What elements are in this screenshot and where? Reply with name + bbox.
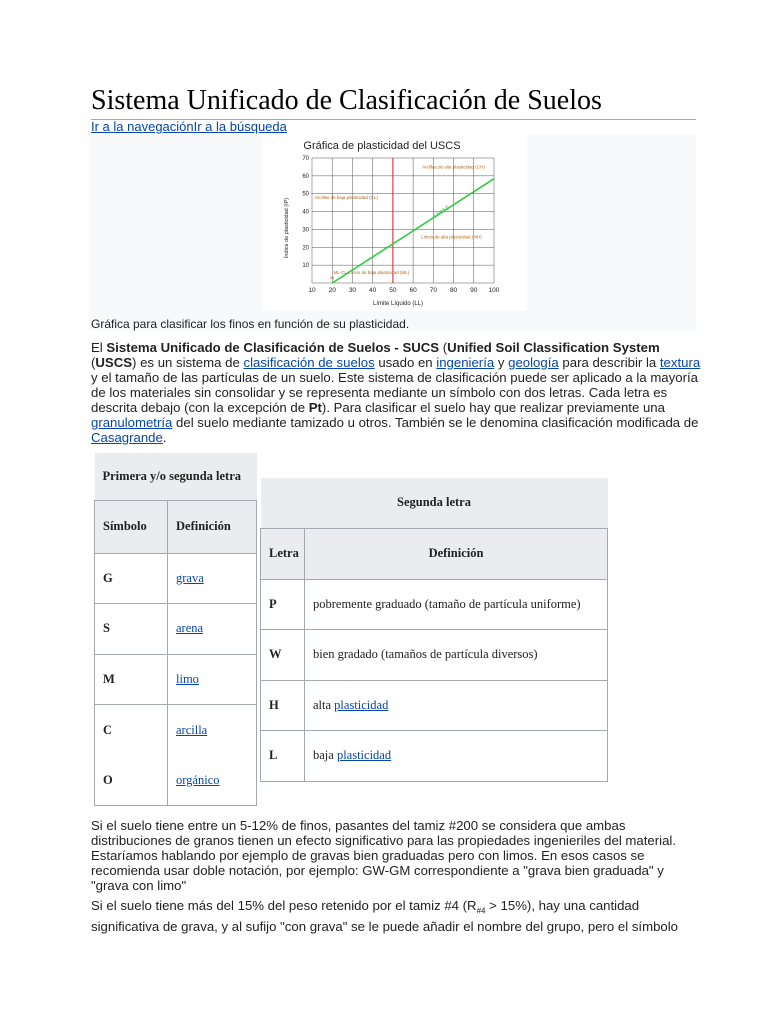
table-row: M limo (95, 654, 257, 704)
region-label: Arcillas de alta plasticidad (CH) (422, 164, 485, 170)
x-axis-label: Límite Líquido (LL) (372, 301, 424, 307)
y-ticks (302, 156, 309, 269)
table1-title: Primera y/o segunda letra (95, 453, 257, 500)
x-tick-label: 80 (449, 287, 458, 294)
table2-title: Segunda letra (261, 478, 608, 528)
chart-grid (312, 158, 494, 283)
link-clasificacion[interactable]: clasificación de suelos (243, 355, 375, 370)
link-grava[interactable]: grava (176, 570, 204, 585)
table-row: G grava (95, 553, 257, 603)
link-geologia[interactable]: geología (508, 355, 559, 370)
table-row: S arena (95, 603, 257, 654)
y-tick-label: 40 (302, 209, 309, 216)
a-line-annotation: Línea A (432, 203, 451, 219)
search-link[interactable]: Ir a la búsqueda (193, 119, 287, 134)
link-ingenieria[interactable]: ingeniería (436, 355, 495, 370)
second-letter-table (260, 478, 608, 782)
region-label: M (330, 275, 335, 281)
region-label: Arcillas de baja plasticidad (CL) (314, 195, 378, 201)
link-plasticidad[interactable]: plasticidad (334, 697, 389, 712)
region-label: Limos de alta plasticidad (MH) (421, 234, 482, 240)
x-tick-label: 50 (389, 287, 397, 294)
region-labels (315, 165, 485, 281)
first-letter-table (94, 453, 257, 806)
y-tick-label: 30 (302, 227, 309, 234)
x-tick-label: 90 (470, 287, 478, 294)
link-plasticidad[interactable]: plasticidad (336, 748, 392, 762)
table-row: H alta plasticidad (261, 680, 608, 730)
table1-col-symbol: Símbolo (95, 500, 168, 553)
plasticity-chart[interactable] (262, 135, 527, 311)
x-tick-label: 60 (409, 287, 417, 294)
nav-link[interactable]: Ir a la navegación (91, 119, 194, 134)
link-limo[interactable]: limo (176, 671, 199, 686)
x-tick-label: 70 (429, 287, 437, 294)
table-row: P pobremente graduado (tamaño de partícula uniforme) (261, 579, 608, 629)
x-tick-label: 100 (488, 287, 500, 294)
table2-col-letter: Letra (261, 528, 305, 579)
paragraph-gravel: Si el suelo tiene más del 15% del peso retenido por el tamiz #4 $(R_{\#4} > 15\%)$, hay una cantidad significativa de grava, y al sufijo "con grava" se le puede añadir el nombre del grupo, pero el símbolo (91, 898, 679, 934)
skip-links (91, 119, 287, 134)
table2-col-def: Definición (305, 528, 608, 579)
region-label: ML-CL (333, 270, 348, 276)
y-tick-label: 70 (302, 156, 309, 162)
page-title: Sistema Unificado de Clasificación de Suelos (91, 84, 696, 120)
link-granulometria[interactable]: granulometría (91, 415, 173, 430)
x-ticks (308, 287, 499, 294)
x-tick-label: 10 (308, 287, 316, 294)
link-arena[interactable]: arena (176, 621, 204, 635)
table-row-merged: C O arcilla orgánico (95, 704, 257, 805)
link-textura[interactable]: textura (659, 355, 701, 370)
region-label: Limos de baja plasticidad (ML) (348, 270, 410, 276)
link-organico[interactable]: orgánico (176, 772, 220, 787)
link-arcilla[interactable]: arcilla (176, 722, 208, 737)
y-tick-label: 10 (302, 263, 309, 270)
intro-paragraph: El Sistema Unificado de Clasificación de Suelos - SUCS (Unified Soil Classification System (USCS) es un sistema de clasificación de suelos usado en ingeniería y geología para describir la textura y el tamaño de las partículas de un suelo. Este sistema de clasificación puede ser aplicado a la mayoría de los materiales sin consolidar y se representa mediante un símbolo con dos letras. Cada letra es descrita debajo (con la excepción de Pt). Para clasificar el suelo hay que realizar previamente una granulometría del suelo mediante tamizado u otros. También se le denomina clasificación modificada de Casagrande. (91, 340, 701, 445)
link-casagrande[interactable]: Casagrande (91, 430, 163, 445)
figure-caption: Gráfica para clasificar los finos en función de su plasticidad. (91, 317, 410, 331)
table1-col-def: Definición (168, 500, 257, 553)
table-row: L baja plasticidad (261, 730, 608, 781)
table-row: W bien gradado (tamaños de partícula diversos) (261, 629, 608, 680)
y-axis-label: Índice de plasticidad (IP) (284, 197, 290, 259)
y-tick-label: 60 (302, 173, 309, 180)
x-tick-label: 30 (348, 287, 357, 294)
y-tick-label: 50 (302, 191, 309, 198)
paragraph-double-notation: Si el suelo tiene entre un 5-12% de finos, pasantes del tamiz #200 se considera que ambas distribuciones de granos tienen un efecto significativo para las propiedades ingenieriles del material. Estaríamos hablando por ejemplo de gravas bien graduadas pero con limos. En esos casos se recomienda usar doble notación, por ejemplo: GW-GM correspondiente a "grava bien graduada" y "grava con limo" (91, 818, 676, 893)
chart-title: Gráfica de plasticidad del USCS (303, 140, 461, 152)
y-tick-label: 20 (302, 245, 309, 252)
x-tick-label: 20 (328, 287, 336, 294)
x-tick-label: 40 (369, 287, 377, 294)
